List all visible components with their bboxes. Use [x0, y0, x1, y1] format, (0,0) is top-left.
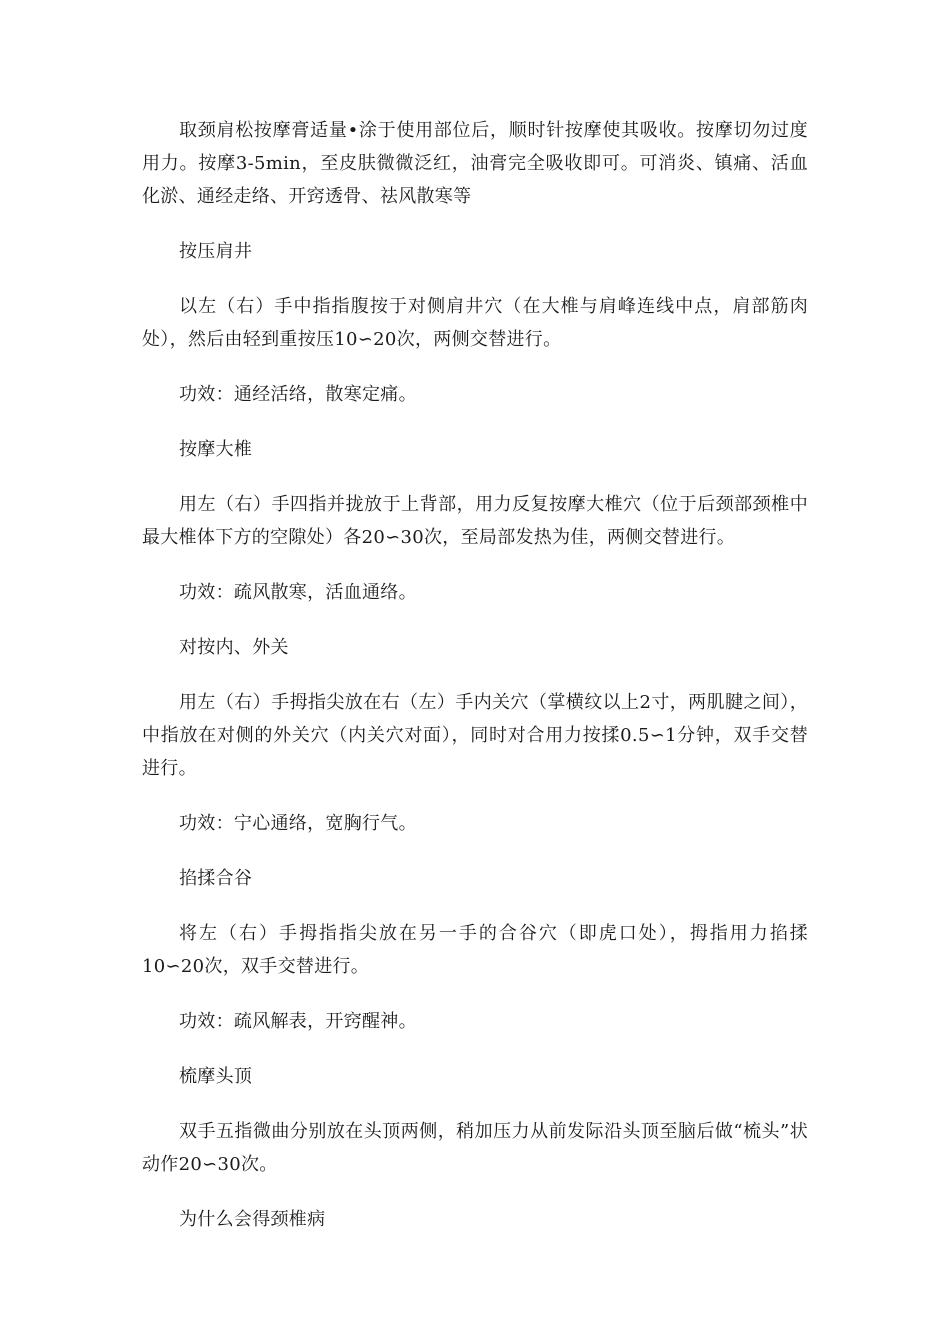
jianjing-method-paragraph: 以左（右）手中指指腹按于对侧肩井穴（在大椎与肩峰连线中点，肩部筋肉处），然后由轻到重按压10∽20次，两侧交替进行。 [142, 296, 808, 350]
section-heading-touding: 梳摩头顶 [179, 1066, 253, 1087]
document-body [142, 114, 808, 1258]
section-heading-cause: 为什么会得颈椎病 [179, 1209, 326, 1230]
neiwaiguan-effect-paragraph: 功效：宁心通络，宽胸行气。 [179, 813, 417, 834]
touding-method-paragraph: 双手五指微曲分别放在头顶两侧，稍加压力从前发际沿头顶至脑后做“梳头”状动作20∽30次。 [142, 1121, 808, 1175]
jianjing-effect-paragraph: 功效：通经活络，散寒定痛。 [179, 384, 417, 405]
neiwaiguan-method-paragraph: 用左（右）手拇指尖放在右（左）手内关穴（掌横纹以上2寸，两肌腱之间），中指放在对侧的外关穴（内关穴对面），同时对合用力按揉0.5∽1分钟，双手交替进行。 [142, 692, 808, 779]
section-heading-dazhui: 按摩大椎 [179, 439, 253, 460]
dazhui-method-paragraph: 用左（右）手四指并拢放于上背部，用力反复按摩大椎穴（位于后颈部颈椎中最大椎体下方的空隙处）各20∽30次，至局部发热为佳，两侧交替进行。 [142, 494, 808, 548]
hegu-effect-paragraph: 功效：疏风解表，开窍醒神。 [179, 1011, 417, 1032]
intro-paragraph: 取颈肩松按摩膏适量•涂于使用部位后，顺时针按摩使其吸收。按摩切勿过度用力。按摩3-5min，至皮肤微微泛红，油膏完全吸收即可。可消炎、镇痛、活血化淤、通经走络、开窍透骨、祛风散寒等 [142, 120, 808, 207]
section-heading-jianjing: 按压肩井 [179, 241, 253, 262]
section-heading-hegu: 掐揉合谷 [179, 868, 253, 889]
section-heading-neiwaiguan: 对按内、外关 [179, 637, 289, 658]
dazhui-effect-paragraph: 功效：疏风散寒，活血通络。 [179, 582, 417, 603]
hegu-method-paragraph: 将左（右）手拇指指尖放在另一手的合谷穴（即虎口处），拇指用力掐揉10∽20次，双手交替进行。 [142, 923, 808, 977]
